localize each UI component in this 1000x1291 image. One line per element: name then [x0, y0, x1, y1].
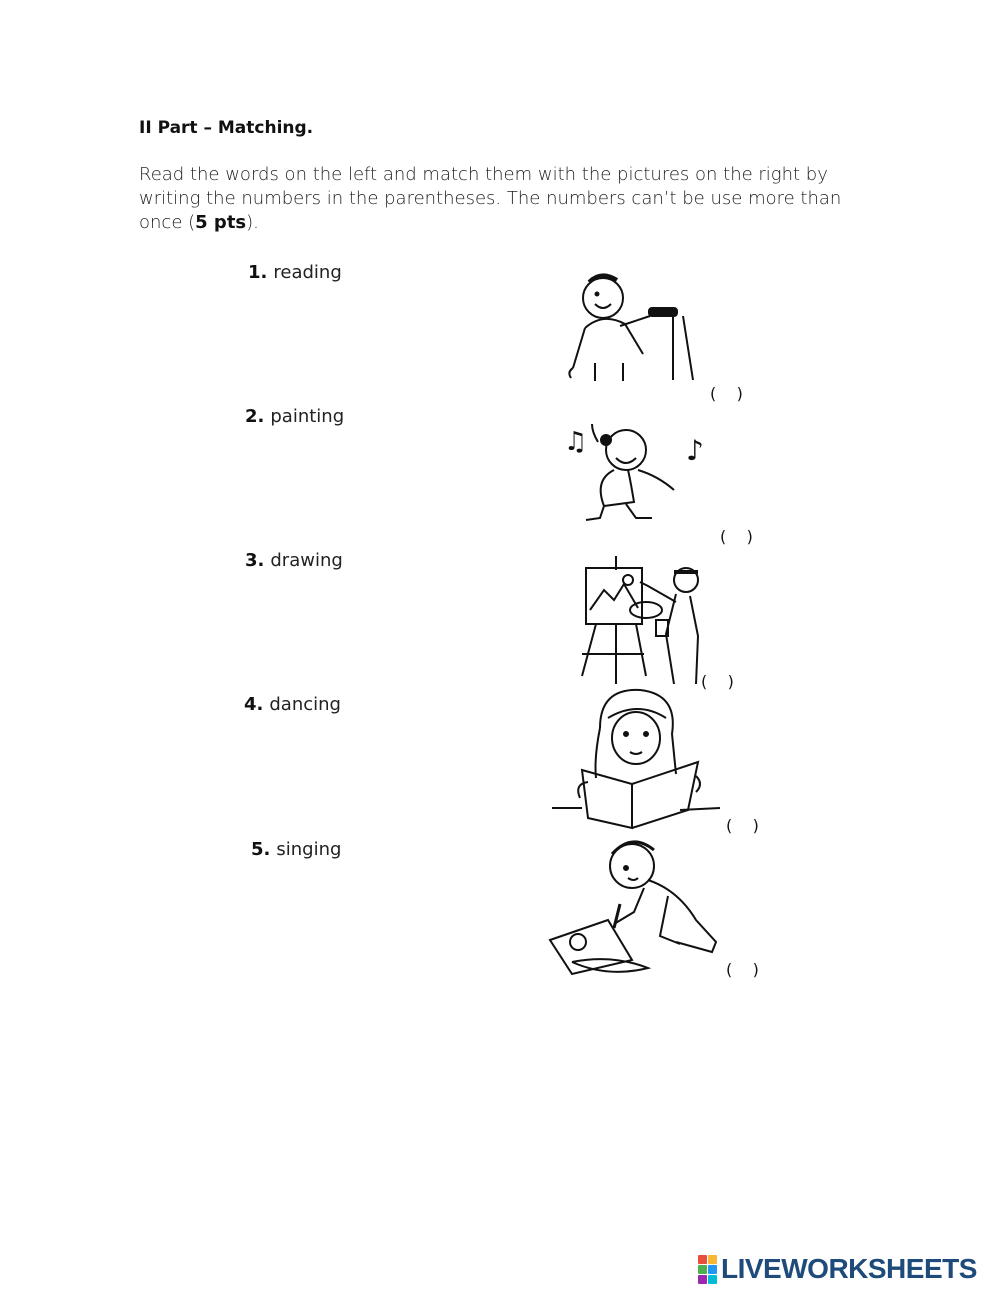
- instructions-text: Read the words on the left and match them with the pictures on the right by writing the numbers in the parentheses. The numbers can’t be use more than once (: [139, 164, 842, 233]
- svg-text:♫: ♫: [564, 427, 588, 457]
- answer-blank-1[interactable]: ( ): [710, 384, 743, 403]
- word-item-5: 5. singing: [251, 839, 342, 860]
- reading-picture: [550, 688, 722, 830]
- logo-blocks-icon: [698, 1255, 717, 1284]
- answer-blank-2[interactable]: ( ): [720, 527, 753, 546]
- word-item-3: 3. drawing: [245, 550, 343, 571]
- dancing-picture: [560, 420, 720, 525]
- word-item-2: 2. painting: [245, 406, 345, 427]
- answer-blank-3[interactable]: ( ): [701, 672, 734, 691]
- instructions-end: ).: [246, 212, 259, 233]
- instructions: [139, 163, 869, 235]
- points-value: 5 pts: [195, 212, 247, 233]
- word-item-4: 4. dancing: [244, 694, 341, 715]
- answer-blank-5[interactable]: ( ): [726, 960, 759, 979]
- answer-blank-4[interactable]: ( ): [726, 816, 759, 835]
- singing-picture: [565, 268, 710, 383]
- word-item-1: 1. reading: [248, 262, 342, 283]
- svg-text:♪: ♪: [686, 434, 704, 467]
- logo-text: LIVEWORKSHEETS: [721, 1253, 977, 1284]
- liveworksheets-logo: [698, 1252, 977, 1286]
- painting-picture: [578, 556, 708, 688]
- drawing-picture: [548, 836, 726, 978]
- section-title: II Part – Matching.: [139, 118, 314, 138]
